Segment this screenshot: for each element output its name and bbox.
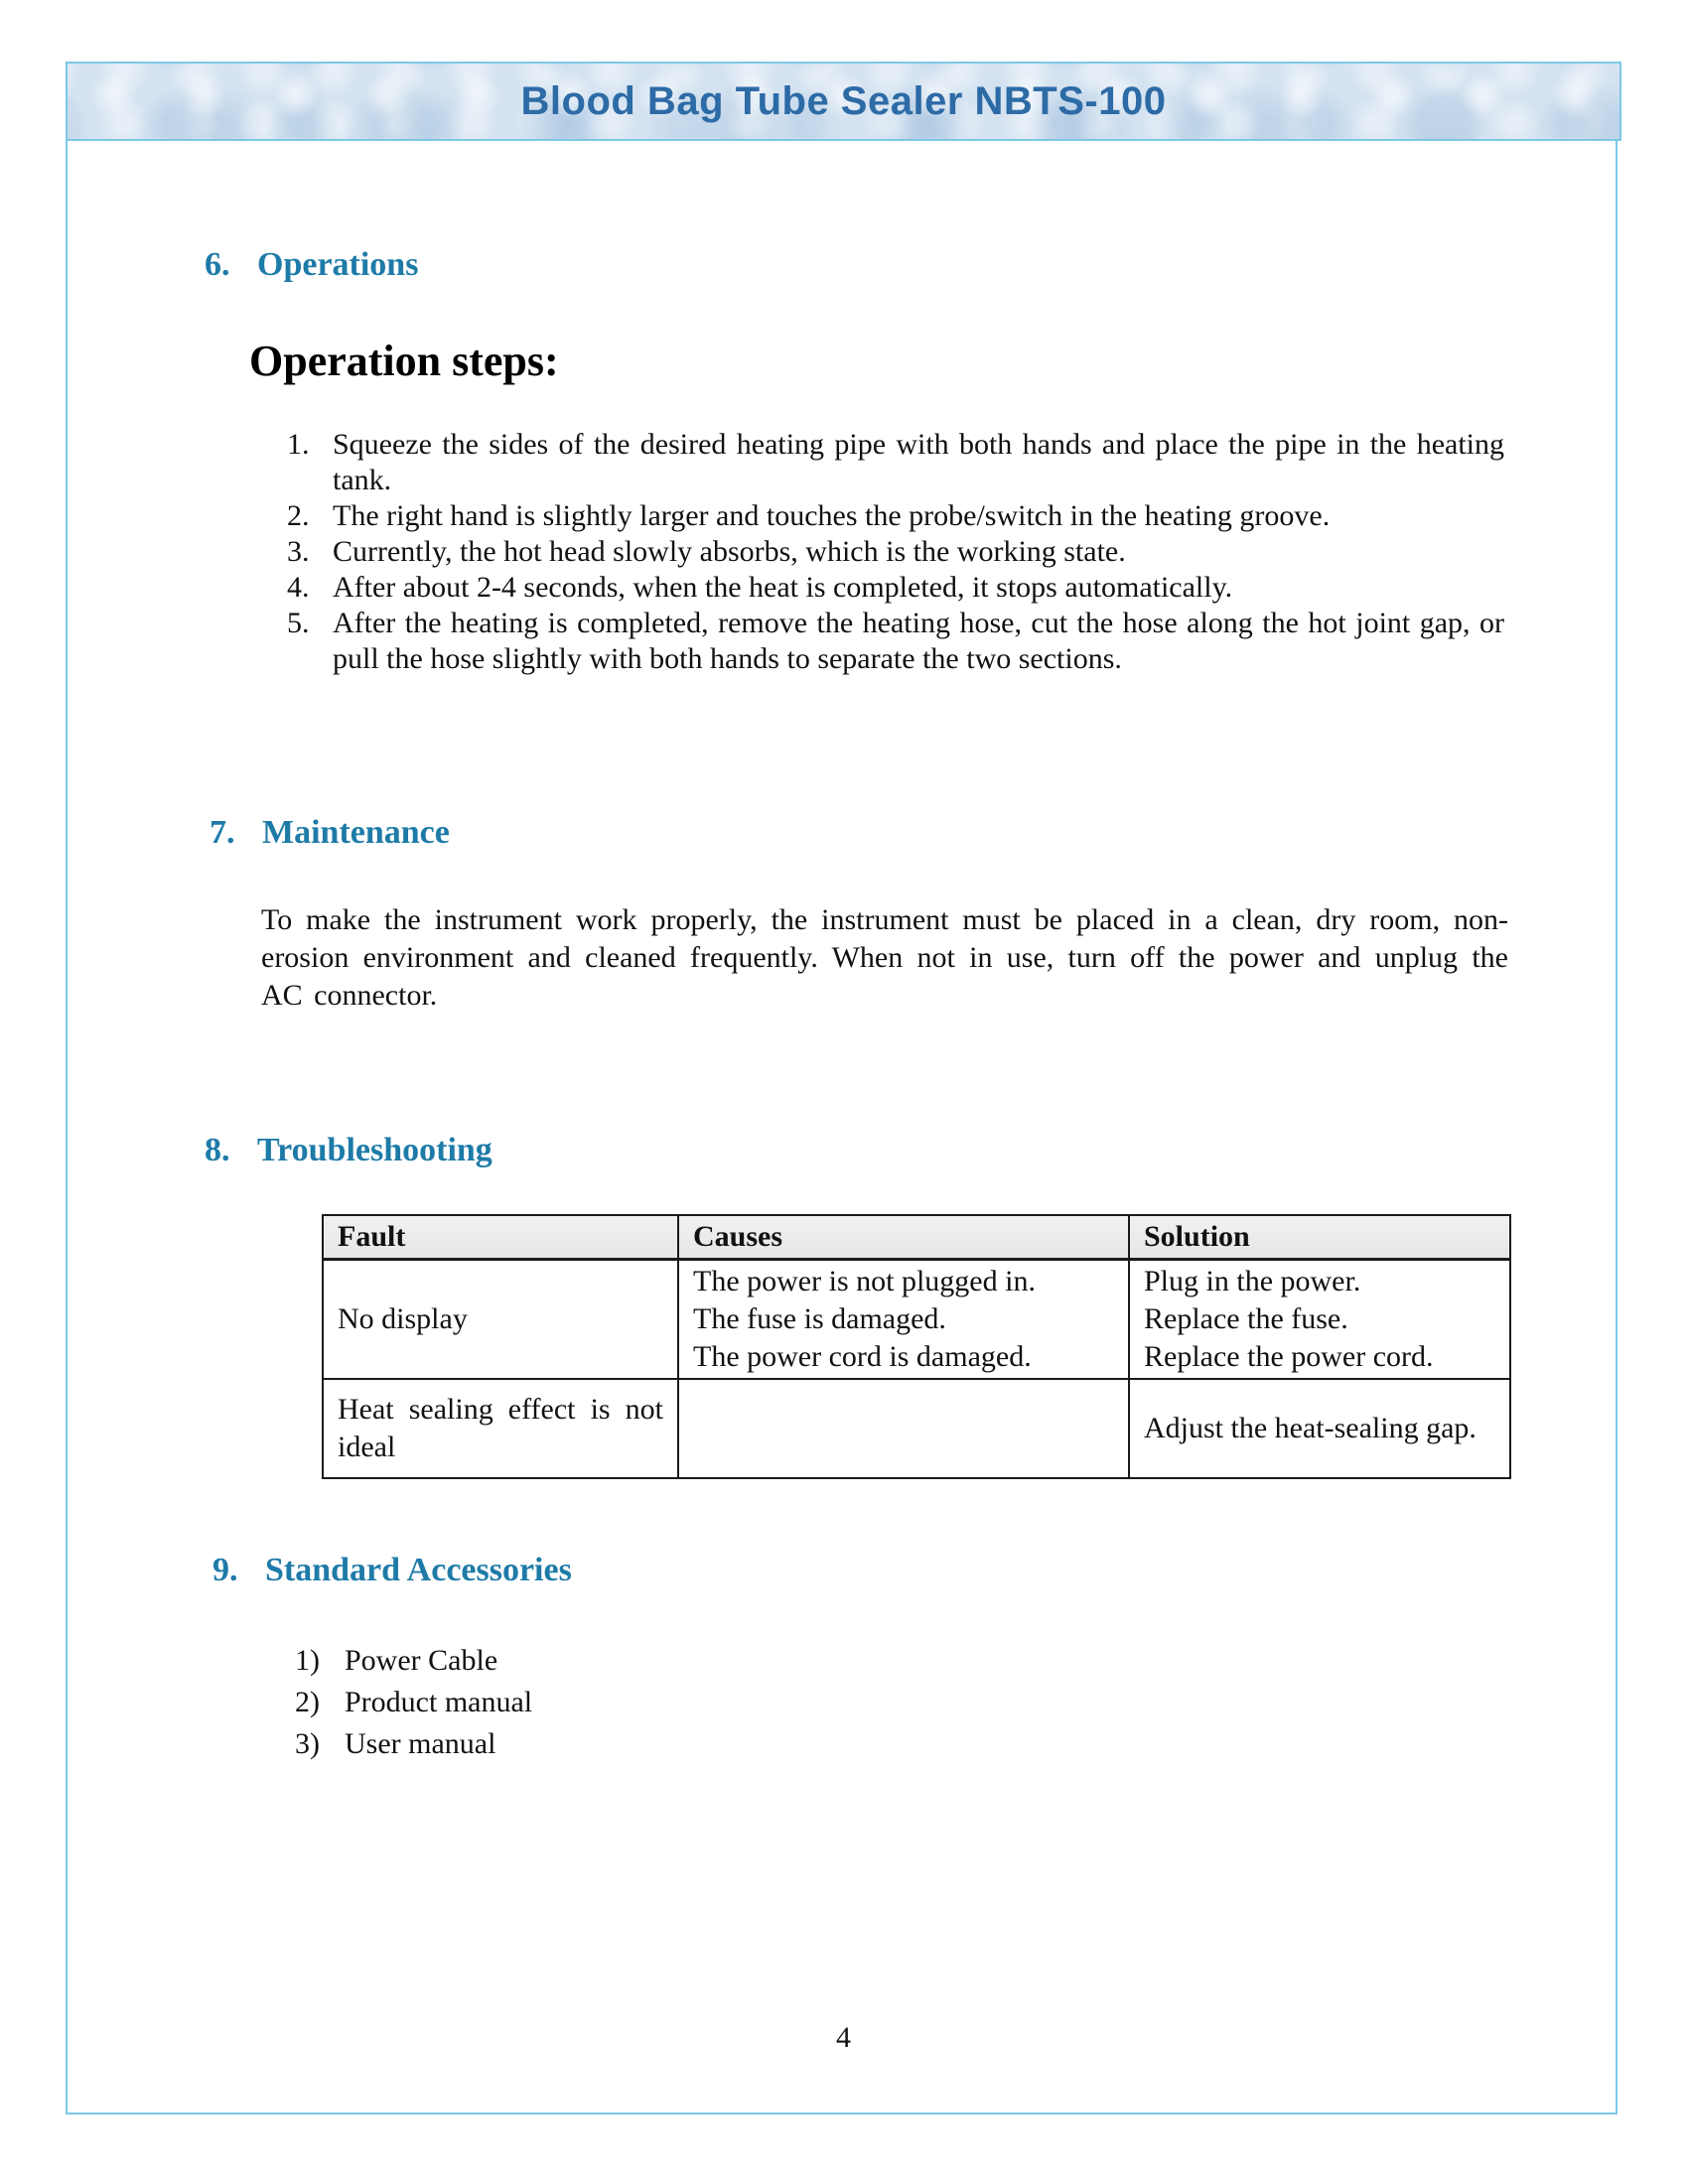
- column-header-solution: Solution: [1129, 1215, 1510, 1260]
- list-item-text: Power Cable: [345, 1644, 498, 1677]
- list-item: [287, 606, 1504, 677]
- section-title: Operations: [257, 246, 419, 283]
- section-number: 7.: [210, 814, 235, 851]
- section-heading-accessories: [212, 1554, 572, 1587]
- operation-steps-list: [287, 427, 1504, 677]
- section-number: 9.: [212, 1552, 238, 1588]
- list-item: [287, 570, 1504, 606]
- list-item: [287, 427, 1504, 498]
- section-number: 8.: [205, 1132, 230, 1168]
- section-title: Maintenance: [262, 814, 450, 851]
- page-number: 4: [836, 2021, 851, 2054]
- document-title: Blood Bag Tube Sealer NBTS-100: [520, 78, 1167, 123]
- section-heading-troubleshooting: [205, 1134, 492, 1167]
- fault-cell: Heat sealing effect is not ideal: [323, 1379, 678, 1478]
- list-marker: 3): [295, 1727, 320, 1760]
- solution-cell: [1129, 1260, 1510, 1380]
- solution-line: Plug in the power.: [1144, 1265, 1361, 1297]
- operation-steps-subheading: Operation steps:: [249, 337, 559, 385]
- column-header-fault: Fault: [323, 1215, 678, 1260]
- section-title: Troubleshooting: [257, 1132, 492, 1168]
- list-marker: 3.: [287, 535, 310, 568]
- list-marker: 2.: [287, 499, 310, 532]
- list-item-text: User manual: [345, 1727, 496, 1760]
- list-marker: 4.: [287, 571, 310, 604]
- cause-line: The power is not plugged in.: [693, 1265, 1036, 1297]
- list-item-text: Product manual: [345, 1686, 533, 1718]
- solution-line: Replace the fuse.: [1144, 1302, 1348, 1335]
- list-item: [295, 1682, 532, 1723]
- list-item: [295, 1640, 532, 1682]
- causes-cell: [678, 1379, 1129, 1478]
- list-item-text: Currently, the hot head slowly absorbs, which is the working state.: [333, 535, 1126, 568]
- column-header-causes: Causes: [678, 1215, 1129, 1260]
- maintenance-paragraph: To make the instrument work properly, the instrument must be placed in a clean, dry room, non-erosion environment and cleaned frequently. When not in use, turn off the power and unplug the AC connector.: [261, 903, 1508, 1012]
- troubleshooting-table: [322, 1214, 1511, 1479]
- list-marker: 2): [295, 1686, 320, 1718]
- list-item: [287, 498, 1504, 534]
- table-row: [323, 1260, 1510, 1380]
- section-heading-maintenance: [210, 816, 450, 850]
- table-header-row: [323, 1215, 1510, 1260]
- solution-cell: Adjust the heat-sealing gap.: [1129, 1379, 1510, 1478]
- table-row: [323, 1379, 1510, 1478]
- accessories-list: [295, 1640, 532, 1765]
- list-marker: 1): [295, 1644, 320, 1677]
- section-number: 6.: [205, 246, 230, 283]
- list-marker: 1.: [287, 428, 310, 461]
- fault-cell: No display: [323, 1260, 678, 1380]
- list-marker: 5.: [287, 607, 310, 639]
- list-item: [295, 1723, 532, 1765]
- list-item-text: Squeeze the sides of the desired heating pipe with both hands and place the pipe in the heating tank.: [333, 428, 1504, 496]
- section-title: Standard Accessories: [265, 1552, 572, 1588]
- cause-line: The fuse is damaged.: [693, 1302, 946, 1335]
- list-item-text: After the heating is completed, remove the heating hose, cut the hose along the hot joint gap, or pull the hose slightly with both hands to separate the two sections.: [333, 607, 1504, 675]
- list-item-text: The right hand is slightly larger and touches the probe/switch in the heating groove.: [333, 499, 1331, 532]
- cause-line: The power cord is damaged.: [693, 1340, 1032, 1373]
- causes-cell: [678, 1260, 1129, 1380]
- solution-line: Replace the power cord.: [1144, 1340, 1434, 1373]
- list-item: [287, 534, 1504, 570]
- header-banner: [66, 62, 1621, 141]
- section-heading-operations: [205, 248, 418, 282]
- list-item-text: After about 2-4 seconds, when the heat is completed, it stops automatically.: [333, 571, 1233, 604]
